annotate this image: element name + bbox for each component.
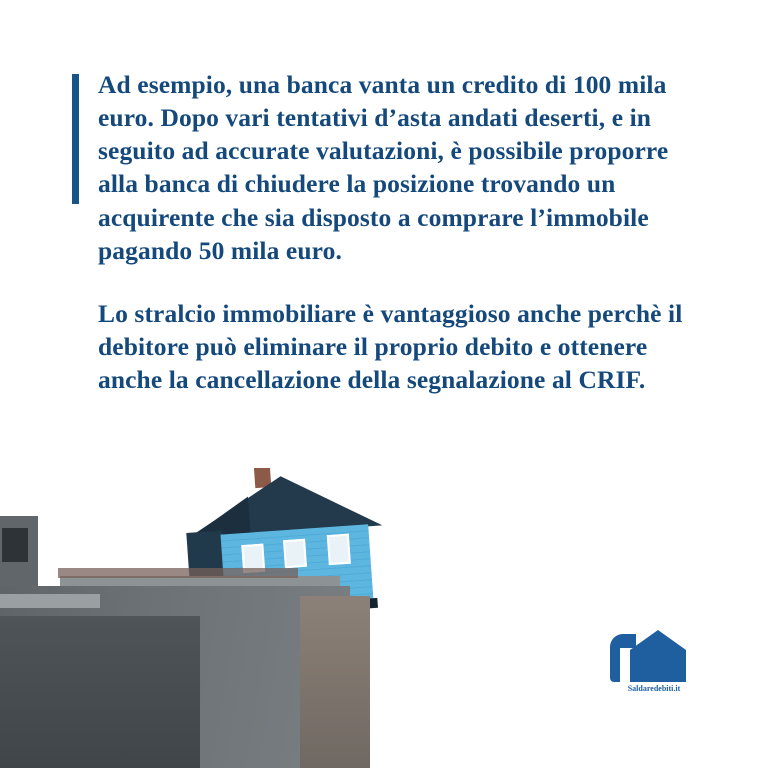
text-block	[72, 68, 702, 396]
logo-house-roof-icon	[630, 630, 686, 650]
concrete-ledge	[0, 594, 100, 608]
paragraph-2: Lo stralcio immobiliare è vantaggioso anche perchè il debitore può eliminare il proprio debito e ottenere anche la cancellazione della segnalazione al CRIF.	[98, 298, 683, 395]
logo-house-body-icon	[630, 650, 686, 682]
logo[interactable]	[606, 628, 702, 700]
house-window-2	[283, 539, 307, 568]
roof-railing	[58, 568, 298, 578]
house-window-3	[327, 534, 351, 565]
paragraph-1: Ad esempio, una banca vanta un credito di 100 mila euro. Dopo vari tentativi d’asta andati deserti, e in seguito ad accurate valutazioni, è possibile proporre alla banca di chiudere la posizione trovando un acquirente che sia disposto a comprare l’immobile pagando 50 mila euro.	[98, 70, 669, 265]
concrete-right-wall	[300, 596, 370, 768]
wall-window	[2, 528, 28, 562]
accent-bar	[72, 74, 79, 204]
photo-house-on-building	[0, 468, 460, 768]
logo-caption: Saldaredebiti.it	[627, 684, 681, 693]
concrete-shadow-wall	[0, 616, 200, 768]
